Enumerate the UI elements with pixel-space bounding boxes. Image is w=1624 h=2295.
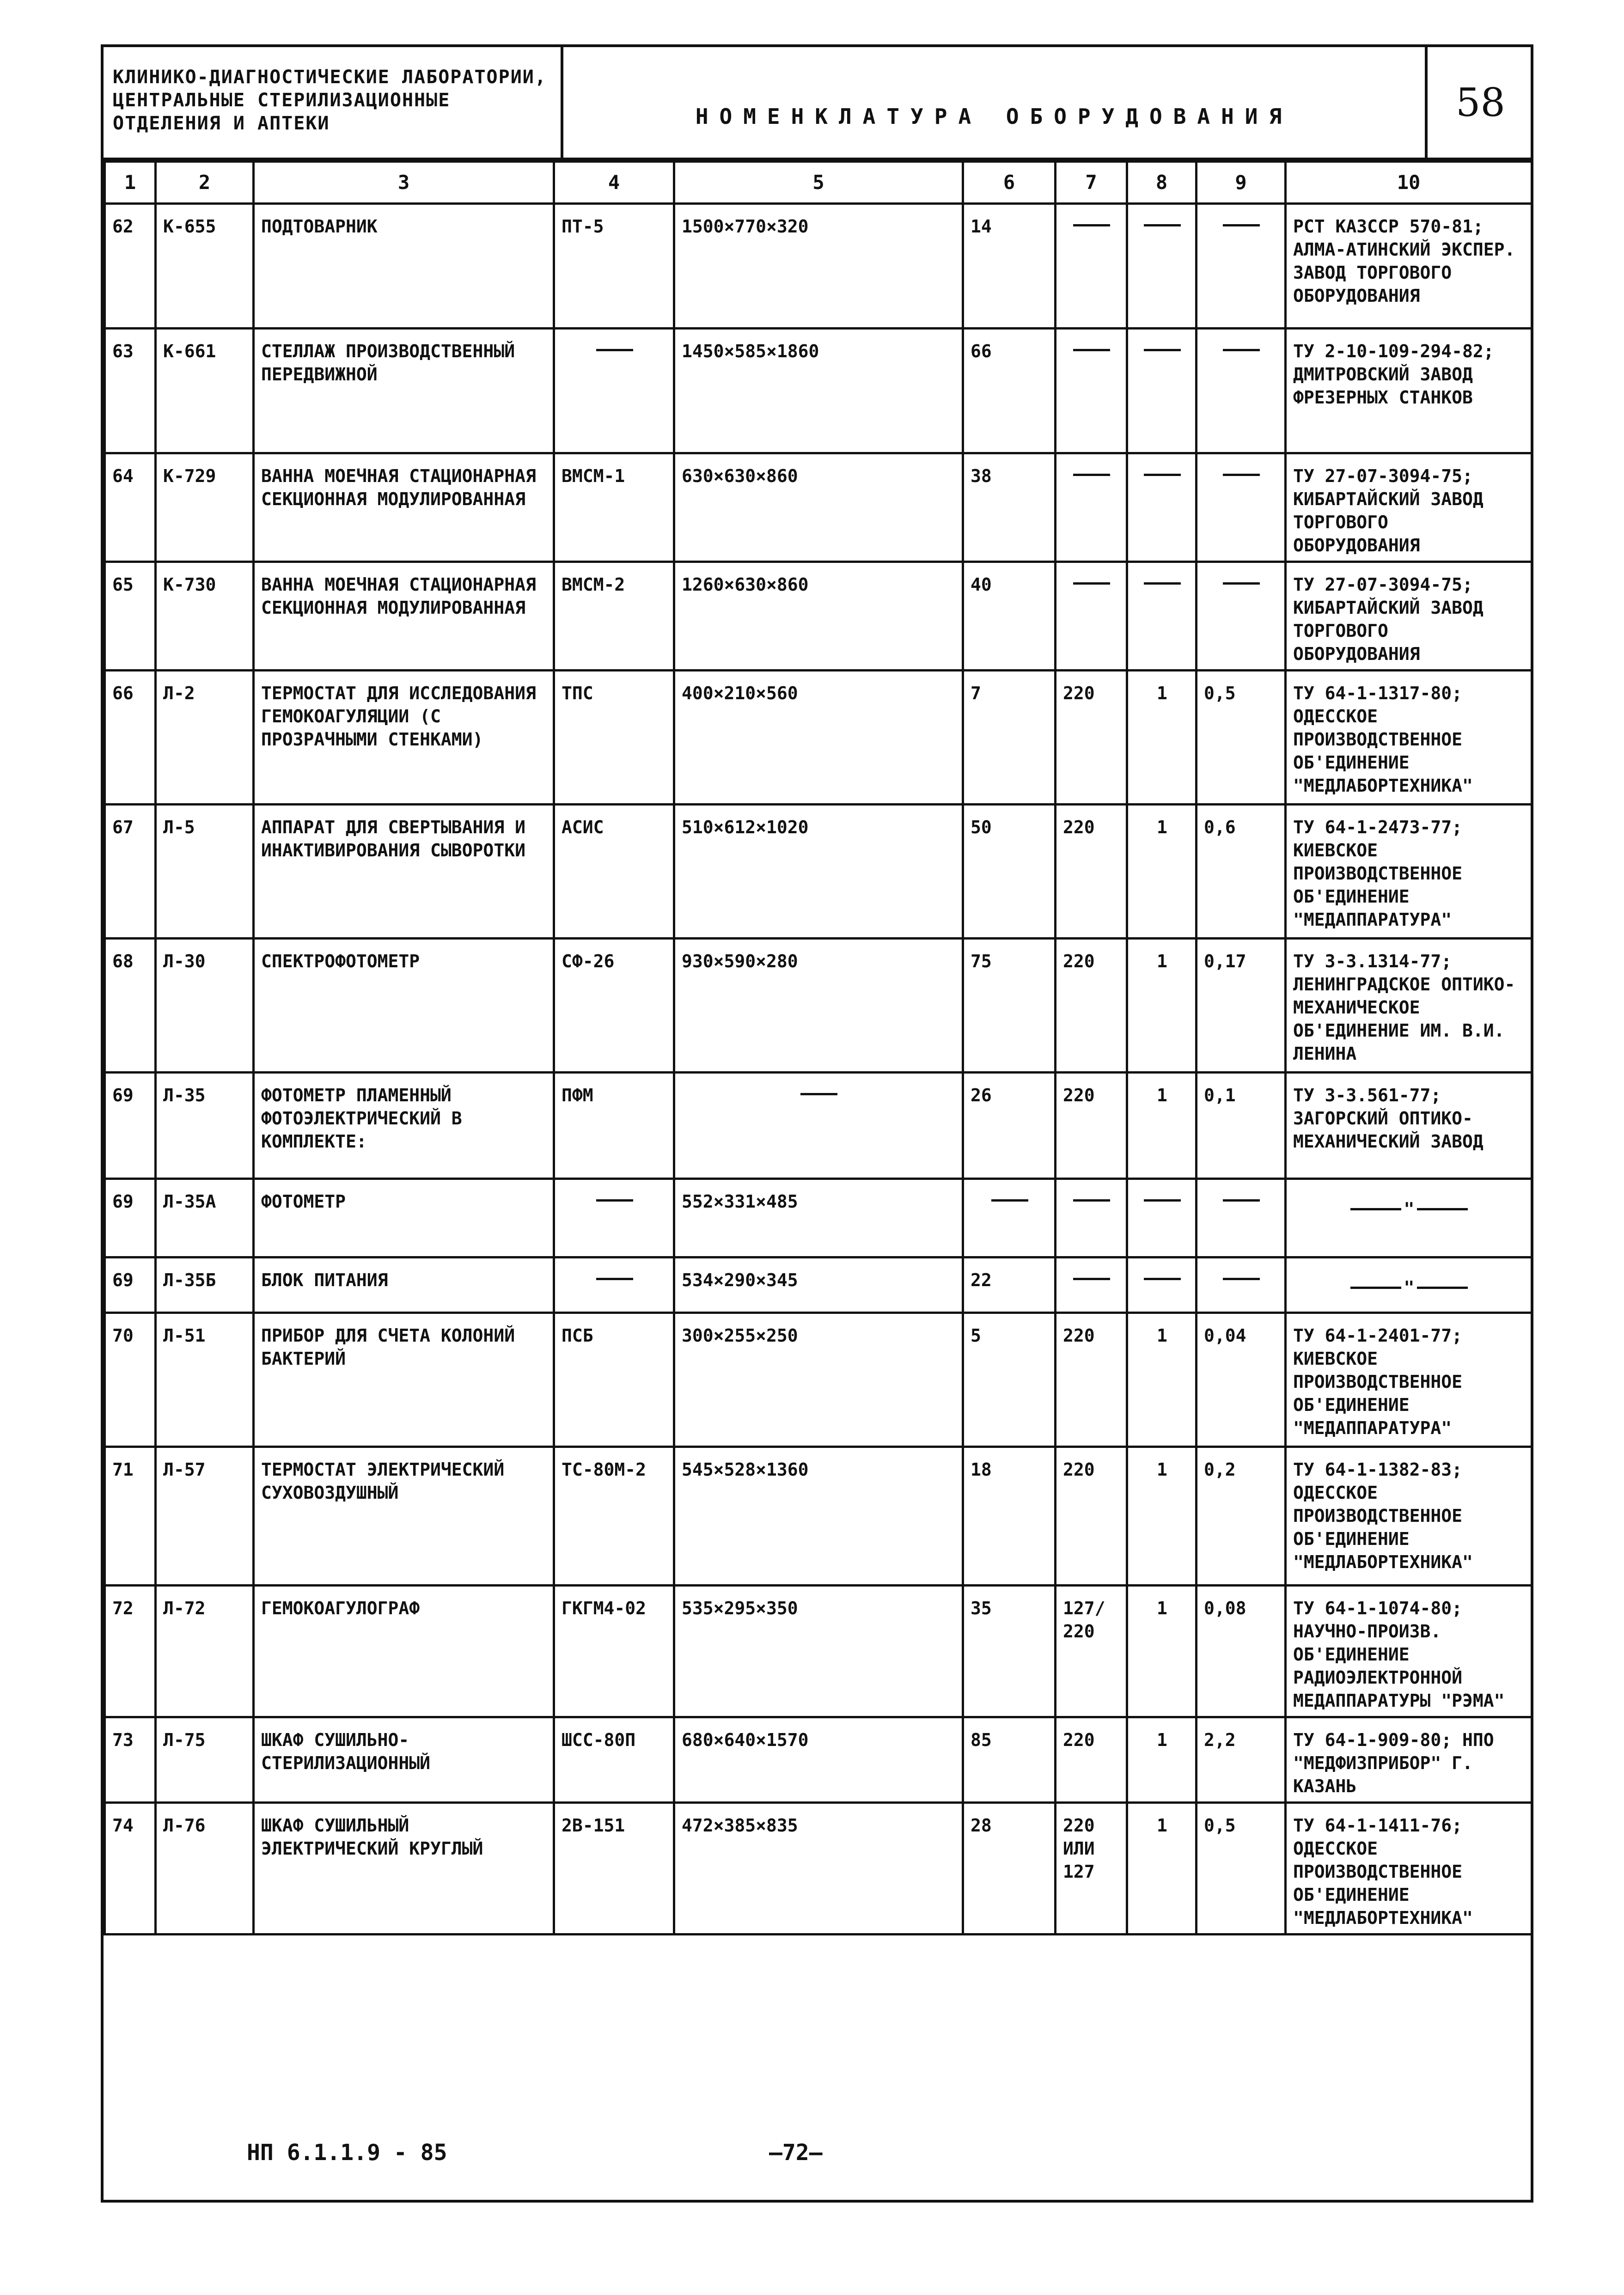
cell-mass: 22: [963, 1257, 1056, 1313]
cell-voltage: [1056, 453, 1127, 562]
cell-mass: 38: [963, 453, 1056, 562]
cell-voltage: 220 ИЛИ 127: [1056, 1803, 1127, 1935]
cell-code: К-655: [156, 204, 254, 329]
cell-model: АСИС: [554, 805, 674, 939]
dash-mark: [1223, 474, 1260, 499]
column-number: 5: [674, 162, 963, 204]
cell-phases: [1127, 1179, 1197, 1257]
cell-n: 68: [105, 939, 156, 1073]
table-row: [105, 1313, 1532, 1447]
column-number: 1: [105, 162, 156, 204]
cell-n: 66: [105, 671, 156, 805]
cell-model: ШСС-80П: [554, 1717, 674, 1803]
cell-n: 70: [105, 1313, 156, 1447]
column-number: 10: [1286, 162, 1532, 204]
cell-mass: 35: [963, 1586, 1056, 1717]
dash-mark: [1223, 224, 1260, 250]
cell-model: ПФМ: [554, 1073, 674, 1179]
cell-name: АППАРАТ ДЛЯ СВЕРТЫВАНИЯ И ИНАКТИВИРОВАНИЯ СЫВОРОТКИ: [254, 805, 554, 939]
cell-power: 0,04: [1197, 1313, 1286, 1447]
cell-n: 74: [105, 1803, 156, 1935]
cell-dims: 545×528×1360: [674, 1447, 963, 1586]
cell-voltage: 220: [1056, 1073, 1127, 1179]
cell-voltage: [1056, 204, 1127, 329]
column-number: 9: [1197, 162, 1286, 204]
cell-power: 0,6: [1197, 805, 1286, 939]
cell-model: [554, 1179, 674, 1257]
cell-code: Л-2: [156, 671, 254, 805]
cell-model: ВМСМ-1: [554, 453, 674, 562]
cell-dims: 680×640×1570: [674, 1717, 963, 1803]
table-row: [105, 562, 1532, 671]
dash-mark: [1223, 582, 1260, 608]
cell-voltage: 220: [1056, 805, 1127, 939]
cell-power: 0,5: [1197, 1803, 1286, 1935]
cell-phases: [1127, 453, 1197, 562]
cell-phases: 1: [1127, 1586, 1197, 1717]
cell-voltage: [1056, 1257, 1127, 1313]
cell-phases: [1127, 562, 1197, 671]
column-number-row: [105, 162, 1532, 204]
cell-doc: РСТ КАЗССР 570-81; АЛМА-АТИНСКИЙ ЭКСПЕР. ЗАВОД ТОРГОВОГО ОБОРУДОВАНИЯ: [1286, 204, 1532, 329]
table-row: [105, 1717, 1532, 1803]
cell-code: Л-51: [156, 1313, 254, 1447]
cell-n: 63: [105, 329, 156, 453]
cell-mass: 40: [963, 562, 1056, 671]
cell-doc: ТУ 2-10-109-294-82; ДМИТРОВСКИЙ ЗАВОД ФРЕЗЕРНЫХ СТАНКОВ: [1286, 329, 1532, 453]
cell-phases: 1: [1127, 1803, 1197, 1935]
table-row: [105, 1257, 1532, 1313]
cell-power: [1197, 329, 1286, 453]
column-number: 3: [254, 162, 554, 204]
dash-mark: [1223, 349, 1260, 374]
cell-code: Л-72: [156, 1586, 254, 1717]
cell-voltage: 220: [1056, 939, 1127, 1073]
cell-n: 62: [105, 204, 156, 329]
cell-code: К-661: [156, 329, 254, 453]
cell-power: 2,2: [1197, 1717, 1286, 1803]
dash-mark: [1073, 224, 1110, 250]
cell-phases: 1: [1127, 1073, 1197, 1179]
column-number: 7: [1056, 162, 1127, 204]
table-row: [105, 671, 1532, 805]
dash-mark: [1223, 1199, 1260, 1225]
dash-mark: [596, 1278, 633, 1303]
cell-model: [554, 1257, 674, 1313]
cell-code: К-729: [156, 453, 254, 562]
cell-power: 0,17: [1197, 939, 1286, 1073]
cell-n: 69: [105, 1073, 156, 1179]
table-row: [105, 1073, 1532, 1179]
column-number: 2: [156, 162, 254, 204]
dash-mark: [1144, 1199, 1181, 1225]
cell-dims: 630×630×860: [674, 453, 963, 562]
cell-n: 64: [105, 453, 156, 562]
dash-mark: [596, 1199, 633, 1225]
cell-model: [554, 329, 674, 453]
dash-mark: [1144, 582, 1181, 608]
cell-doc: [1286, 1257, 1532, 1313]
cell-mass: 26: [963, 1073, 1056, 1179]
cell-dims: 552×331×485: [674, 1179, 963, 1257]
cell-name: ШКАФ СУШИЛЬНЫЙ ЭЛЕКТРИЧЕСКИЙ КРУГЛЫЙ: [254, 1803, 554, 1935]
cell-voltage: 220: [1056, 1717, 1127, 1803]
cell-dims: 300×255×250: [674, 1313, 963, 1447]
cell-code: Л-35: [156, 1073, 254, 1179]
cell-name: ТЕРМОСТАТ ЭЛЕКТРИЧЕСКИЙ СУХОВОЗДУШНЫЙ: [254, 1447, 554, 1586]
cell-dims: 510×612×1020: [674, 805, 963, 939]
dash-mark: [1144, 1278, 1181, 1303]
document-sheet: [101, 44, 1533, 2203]
page-number: 58: [1456, 79, 1505, 125]
dash-mark: [1073, 1199, 1110, 1225]
cell-dims: 930×590×280: [674, 939, 963, 1073]
cell-phases: [1127, 1257, 1197, 1313]
document-header: [104, 47, 1531, 160]
cell-power: [1197, 204, 1286, 329]
cell-mass: 75: [963, 939, 1056, 1073]
cell-voltage: [1056, 329, 1127, 453]
cell-model: ВМСМ-2: [554, 562, 674, 671]
cell-mass: 7: [963, 671, 1056, 805]
cell-code: Л-75: [156, 1717, 254, 1803]
cell-voltage: 220: [1056, 1313, 1127, 1447]
cell-mass: 66: [963, 329, 1056, 453]
cell-code: Л-35А: [156, 1179, 254, 1257]
cell-doc: ТУ 64-1-909-80; НПО "МЕДФИЗПРИБОР" Г. КАЗАНЬ: [1286, 1717, 1532, 1803]
cell-phases: 1: [1127, 939, 1197, 1073]
cell-doc: ТУ 27-07-3094-75; КИБАРТАЙСКИЙ ЗАВОД ТОРГОВОГО ОБОРУДОВАНИЯ: [1286, 562, 1532, 671]
cell-n: 73: [105, 1717, 156, 1803]
cell-code: Л-35Б: [156, 1257, 254, 1313]
dash-mark: [1223, 1278, 1260, 1303]
cell-name: ФОТОМЕТР ПЛАМЕННЫЙ ФОТОЭЛЕКТРИЧЕСКИЙ В КОМПЛЕКТЕ:: [254, 1073, 554, 1179]
cell-code: Л-5: [156, 805, 254, 939]
cell-phases: 1: [1127, 1717, 1197, 1803]
ditto-mark: ": [1350, 1197, 1468, 1221]
cell-doc: ТУ 64-1-2473-77; КИЕВСКОЕ ПРОИЗВОДСТВЕННОЕ ОБ'ЕДИНЕНИЕ "МЕДАППАРАТУРА": [1286, 805, 1532, 939]
cell-voltage: 127/ 220: [1056, 1586, 1127, 1717]
cell-n: 69: [105, 1257, 156, 1313]
table-row: [105, 805, 1532, 939]
cell-name: ТЕРМОСТАТ ДЛЯ ИССЛЕДОВАНИЯ ГЕМОКОАГУЛЯЦИИ (С ПРОЗРАЧНЫМИ СТЕНКАМИ): [254, 671, 554, 805]
cell-mass: [963, 1179, 1056, 1257]
cell-phases: [1127, 329, 1197, 453]
cell-model: ТС-80М-2: [554, 1447, 674, 1586]
cell-power: 0,5: [1197, 671, 1286, 805]
cell-phases: 1: [1127, 805, 1197, 939]
ditto-mark: ": [1350, 1276, 1468, 1299]
column-number: 8: [1127, 162, 1197, 204]
cell-doc: ТУ 64-1-1317-80; ОДЕССКОЕ ПРОИЗВОДСТВЕННОЕ ОБ'ЕДИНЕНИЕ "МЕДЛАБОРТЕХНИКА": [1286, 671, 1532, 805]
dash-mark: [1144, 224, 1181, 250]
cell-dims: 535×295×350: [674, 1586, 963, 1717]
cell-power: 0,08: [1197, 1586, 1286, 1717]
cell-dims: 534×290×345: [674, 1257, 963, 1313]
cell-mass: 18: [963, 1447, 1056, 1586]
cell-dims: 1450×585×1860: [674, 329, 963, 453]
cell-name: ВАННА МОЕЧНАЯ СТАЦИОНАРНАЯ СЕКЦИОННАЯ МОДУЛИРОВАННАЯ: [254, 562, 554, 671]
cell-code: Л-30: [156, 939, 254, 1073]
cell-n: 71: [105, 1447, 156, 1586]
cell-doc: ТУ 27-07-3094-75; КИБАРТАЙСКИЙ ЗАВОД ТОРГОВОГО ОБОРУДОВАНИЯ: [1286, 453, 1532, 562]
column-number: 4: [554, 162, 674, 204]
cell-phases: 1: [1127, 1447, 1197, 1586]
cell-dims: [674, 1073, 963, 1179]
cell-doc: ТУ 64-1-1411-76; ОДЕССКОЕ ПРОИЗВОДСТВЕННОЕ ОБ'ЕДИНЕНИЕ "МЕДЛАБОРТЕХНИКА": [1286, 1803, 1532, 1935]
cell-model: ТПС: [554, 671, 674, 805]
cell-model: ГКГМ4-02: [554, 1586, 674, 1717]
cell-voltage: 220: [1056, 1447, 1127, 1586]
cell-name: СТЕЛЛАЖ ПРОИЗВОДСТВЕННЫЙ ПЕРЕДВИЖНОЙ: [254, 329, 554, 453]
dash-mark: [800, 1093, 837, 1118]
equipment-table: [104, 160, 1533, 1935]
cell-mass: 28: [963, 1803, 1056, 1935]
table-row: [105, 1803, 1532, 1935]
cell-phases: [1127, 204, 1197, 329]
dash-mark: [1144, 474, 1181, 499]
document-title: НОМЕНКЛАТУРА ОБОРУДОВАНИЯ: [563, 47, 1428, 158]
column-number: 6: [963, 162, 1056, 204]
cell-n: 67: [105, 805, 156, 939]
dash-mark: [1073, 1278, 1110, 1303]
cell-model: ПТ-5: [554, 204, 674, 329]
document-footer: [104, 2006, 1531, 2200]
cell-mass: 5: [963, 1313, 1056, 1447]
table-row: [105, 1179, 1532, 1257]
cell-power: [1197, 1257, 1286, 1313]
cell-voltage: 220: [1056, 671, 1127, 805]
cell-power: 0,1: [1197, 1073, 1286, 1179]
cell-dims: 1500×770×320: [674, 204, 963, 329]
cell-dims: 1260×630×860: [674, 562, 963, 671]
cell-name: ПРИБОР ДЛЯ СЧЕТА КОЛОНИЙ БАКТЕРИЙ: [254, 1313, 554, 1447]
cell-name: ПОДТОВАРНИК: [254, 204, 554, 329]
cell-power: [1197, 453, 1286, 562]
cell-name: ФОТОМЕТР: [254, 1179, 554, 1257]
cell-doc: ТУ 64-1-2401-77; КИЕВСКОЕ ПРОИЗВОДСТВЕННОЕ ОБ'ЕДИНЕНИЕ "МЕДАППАРАТУРА": [1286, 1313, 1532, 1447]
cell-doc: ТУ 3-3.1314-77; ЛЕНИНГРАДСКОЕ ОПТИКО-МЕХАНИЧЕСКОЕ ОБ'ЕДИНЕНИЕ ИМ. В.И. ЛЕНИНА: [1286, 939, 1532, 1073]
cell-power: [1197, 562, 1286, 671]
cell-phases: 1: [1127, 1313, 1197, 1447]
table-row: [105, 453, 1532, 562]
dash-mark: [596, 349, 633, 374]
dash-mark: [1073, 349, 1110, 374]
cell-code: Л-57: [156, 1447, 254, 1586]
cell-doc: [1286, 1179, 1532, 1257]
dash-mark: [1073, 474, 1110, 499]
cell-name: БЛОК ПИТАНИЯ: [254, 1257, 554, 1313]
cell-name: ГЕМОКОАГУЛОГРАФ: [254, 1586, 554, 1717]
table-row: [105, 1586, 1532, 1717]
table-row: [105, 1447, 1532, 1586]
cell-model: СФ-26: [554, 939, 674, 1073]
cell-dims: 472×385×835: [674, 1803, 963, 1935]
cell-name: ВАННА МОЕЧНАЯ СТАЦИОНАРНАЯ СЕКЦИОННАЯ МОДУЛИРОВАННАЯ: [254, 453, 554, 562]
cell-name: СПЕКТРОФОТОМЕТР: [254, 939, 554, 1073]
footer-page-number: —72—: [769, 2140, 823, 2166]
table-row: [105, 939, 1532, 1073]
cell-power: 0,2: [1197, 1447, 1286, 1586]
cell-n: 65: [105, 562, 156, 671]
cell-power: [1197, 1179, 1286, 1257]
dash-mark: [1073, 582, 1110, 608]
cell-n: 72: [105, 1586, 156, 1717]
cell-n: 69: [105, 1179, 156, 1257]
cell-phases: 1: [1127, 671, 1197, 805]
cell-code: К-730: [156, 562, 254, 671]
cell-model: ПСБ: [554, 1313, 674, 1447]
cell-model: 2В-151: [554, 1803, 674, 1935]
cell-mass: 50: [963, 805, 1056, 939]
dash-mark: [1144, 349, 1181, 374]
cell-doc: ТУ 64-1-1074-80; НАУЧНО-ПРОИЗВ. ОБ'ЕДИНЕНИЕ РАДИОЭЛЕКТРОННОЙ МЕДАППАРАТУРЫ "РЭМА": [1286, 1586, 1532, 1717]
cell-dims: 400×210×560: [674, 671, 963, 805]
cell-doc: ТУ 64-1-1382-83; ОДЕССКОЕ ПРОИЗВОДСТВЕННОЕ ОБ'ЕДИНЕНИЕ "МЕДЛАБОРТЕХНИКА": [1286, 1447, 1532, 1586]
document-code: НП 6.1.1.9 - 85: [247, 2140, 447, 2166]
cell-doc: ТУ 3-3.561-77; ЗАГОРСКИЙ ОПТИКО-МЕХАНИЧЕСКИЙ ЗАВОД: [1286, 1073, 1532, 1179]
cell-voltage: [1056, 562, 1127, 671]
cell-code: Л-76: [156, 1803, 254, 1935]
table-row: [105, 204, 1532, 329]
cell-mass: 14: [963, 204, 1056, 329]
cell-mass: 85: [963, 1717, 1056, 1803]
organization-label: КЛИНИКО-ДИАГНОСТИЧЕСКИЕ ЛАБОРАТОРИИ, ЦЕНТРАЛЬНЫЕ СТЕРИЛИЗАЦИОННЫЕ ОТДЕЛЕНИЯ И АПТЕКИ: [104, 47, 563, 158]
cell-voltage: [1056, 1179, 1127, 1257]
table-row: [105, 329, 1532, 453]
cell-name: ШКАФ СУШИЛЬНО-СТЕРИЛИЗАЦИОННЫЙ: [254, 1717, 554, 1803]
dash-mark: [991, 1199, 1028, 1225]
